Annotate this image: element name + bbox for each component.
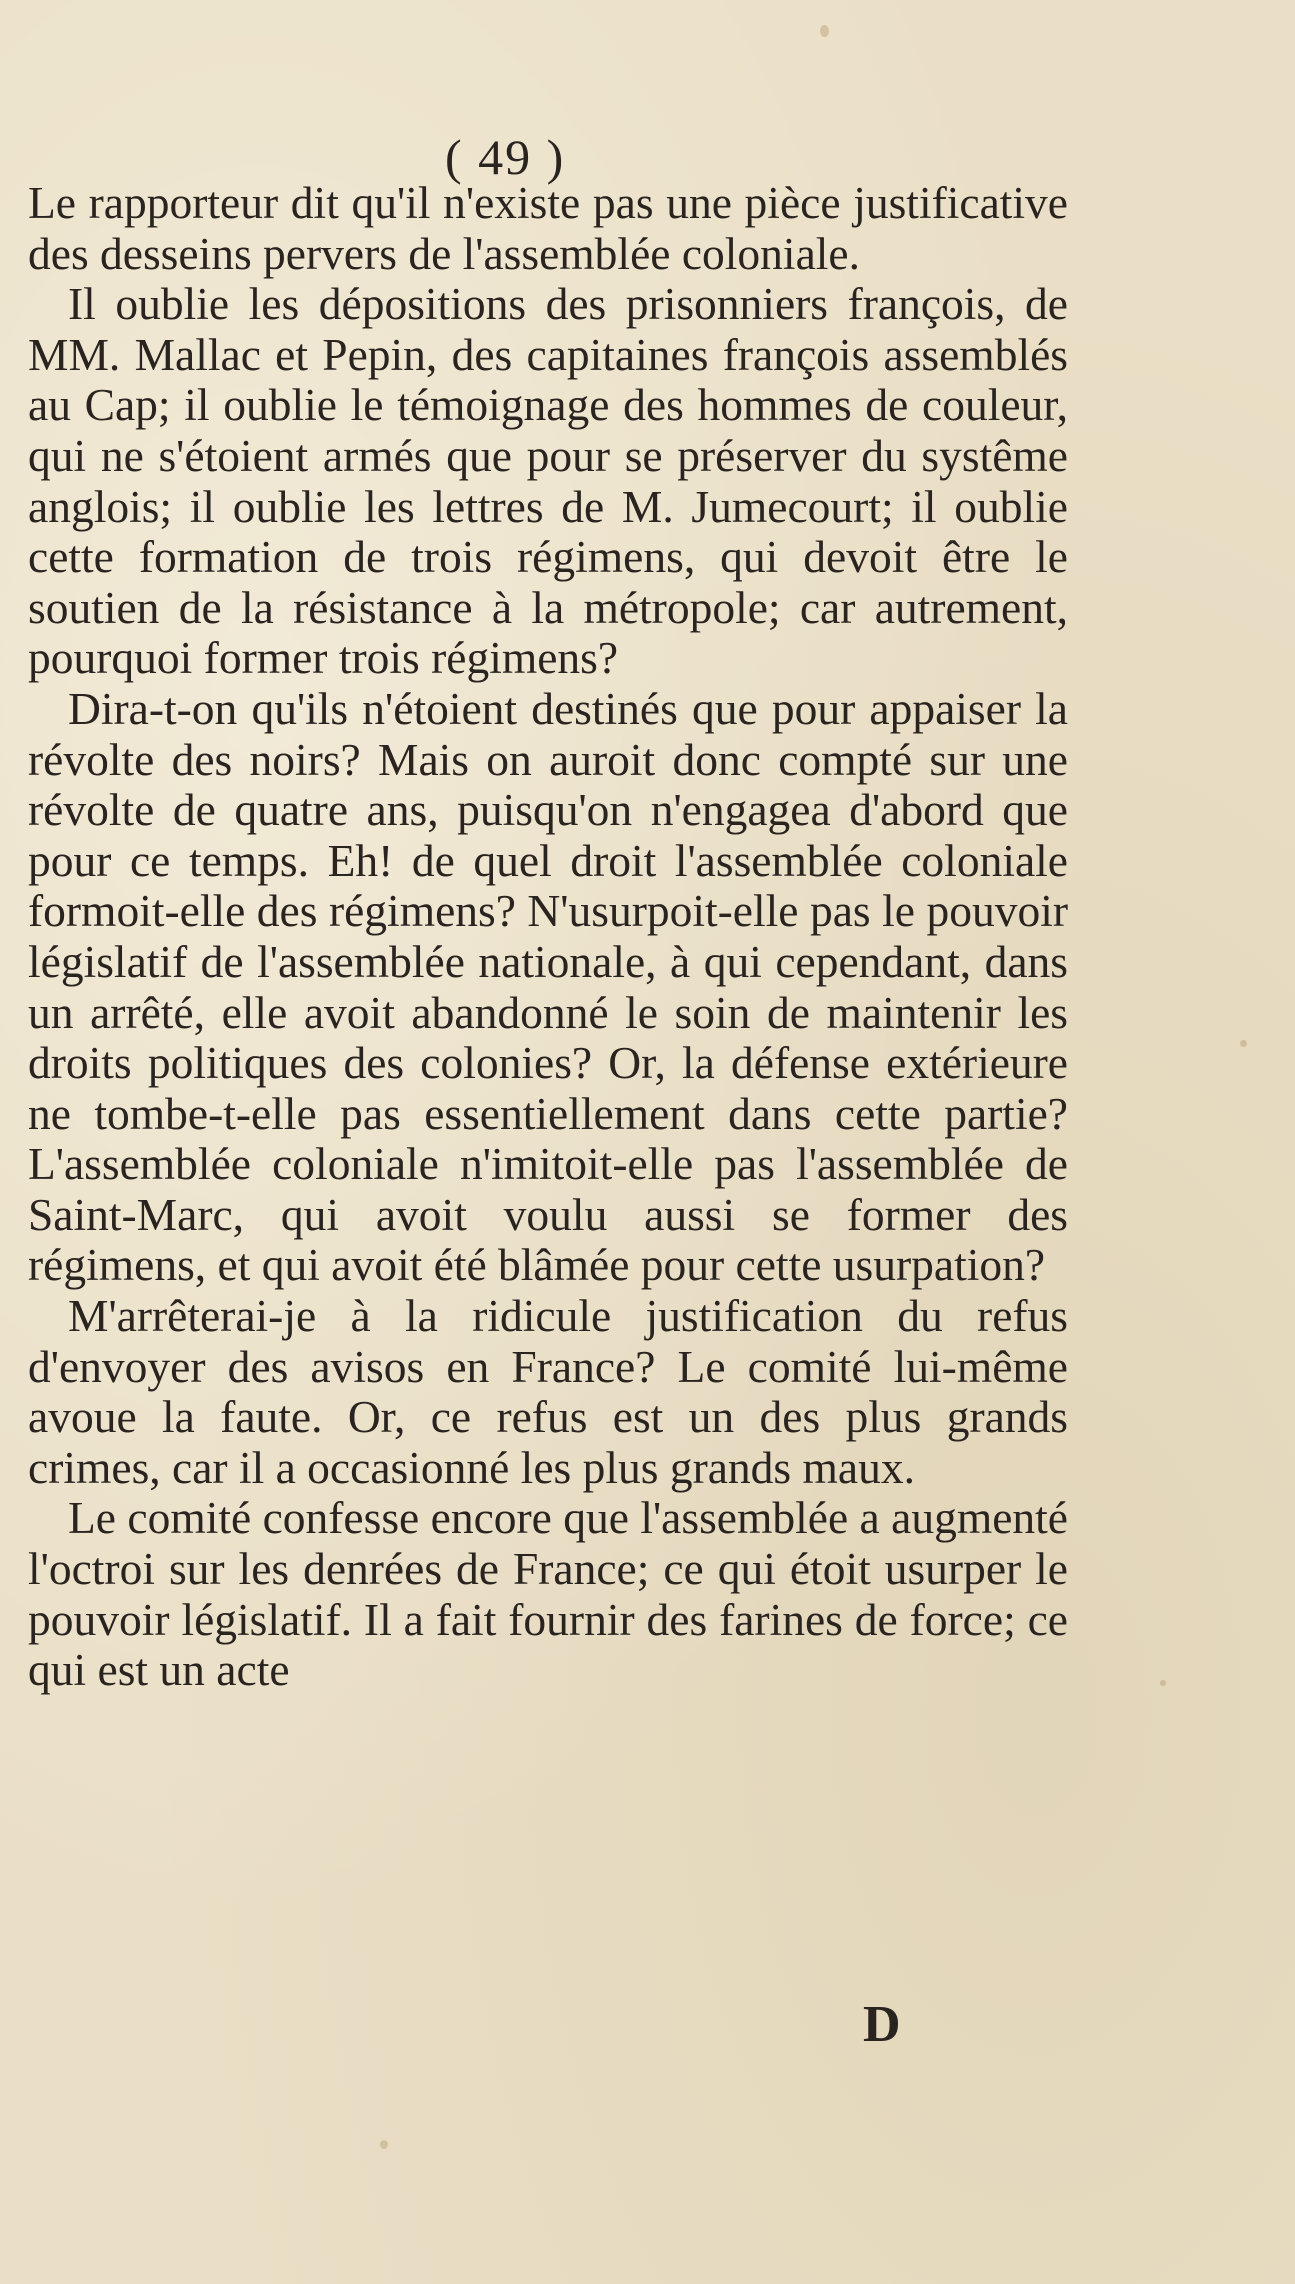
paper-stain (820, 25, 829, 37)
body-text (28, 178, 1068, 1696)
paragraph-3: Dira-t-on qu'ils n'étoient destinés que pour appaiser la révolte des noirs? Mais on auroit donc compté sur une révolte de quatre ans, puisqu'on n'engagea d'abord que pour ce temps. Eh! de quel droit l'assemblée coloniale formoit-elle des régimens? N'usurpoit-elle pas le pouvoir législatif de l'assemblée nationale, à qui cependant, dans un arrêté, elle avoit abandonné le soin de maintenir les droits politiques des colonies? Or, la défense extérieure ne tombe-t-elle pas essentiellement dans cette partie? L'assemblée coloniale n'imitoit-elle pas l'assemblée de Saint-Marc, qui avoit voulu aussi se former des régimens, et qui avoit été blâmée pour cette usurpation? (28, 682, 1068, 1291)
paragraph-1: Le rapporteur dit qu'il n'existe pas une pièce justificative des desseins pervers de l'assemblée coloniale. (28, 177, 1068, 279)
paper-stain (380, 2140, 388, 2149)
page-number: ( 49 ) (445, 129, 566, 185)
signature-mark: D (863, 1996, 901, 2053)
paragraph-4: M'arrêterai-je à la ridicule justification du refus d'envoyer des avisos en France? Le comité lui-même avoue la faute. Or, ce refus est un des plus grands crimes, car il a occasionné les plus grands maux. (28, 1290, 1068, 1493)
paragraph-5: Le comité confesse encore que l'assemblée a augmenté l'octroi sur les denrées de France; ce qui étoit usurper le pouvoir législatif. Il a fait fournir des farines de force; ce qui est un acte (28, 1492, 1068, 1696)
paper-stain (1240, 1040, 1247, 1047)
paper-stain (1160, 1680, 1166, 1686)
paragraph-2: Il oublie les dépositions des prisonniers françois, de MM. Mallac et Pepin, des capitaines françois assemblés au Cap; il oublie le témoignage des hommes de couleur, qui ne s'étoient armés que pour se préserver du systême anglois; il oublie les lettres de M. Jumecourt; il oublie cette formation de trois régimens, qui devoit être le soutien de la résistance à la métropole; car autrement, pourquoi former trois régimens? (28, 278, 1068, 684)
